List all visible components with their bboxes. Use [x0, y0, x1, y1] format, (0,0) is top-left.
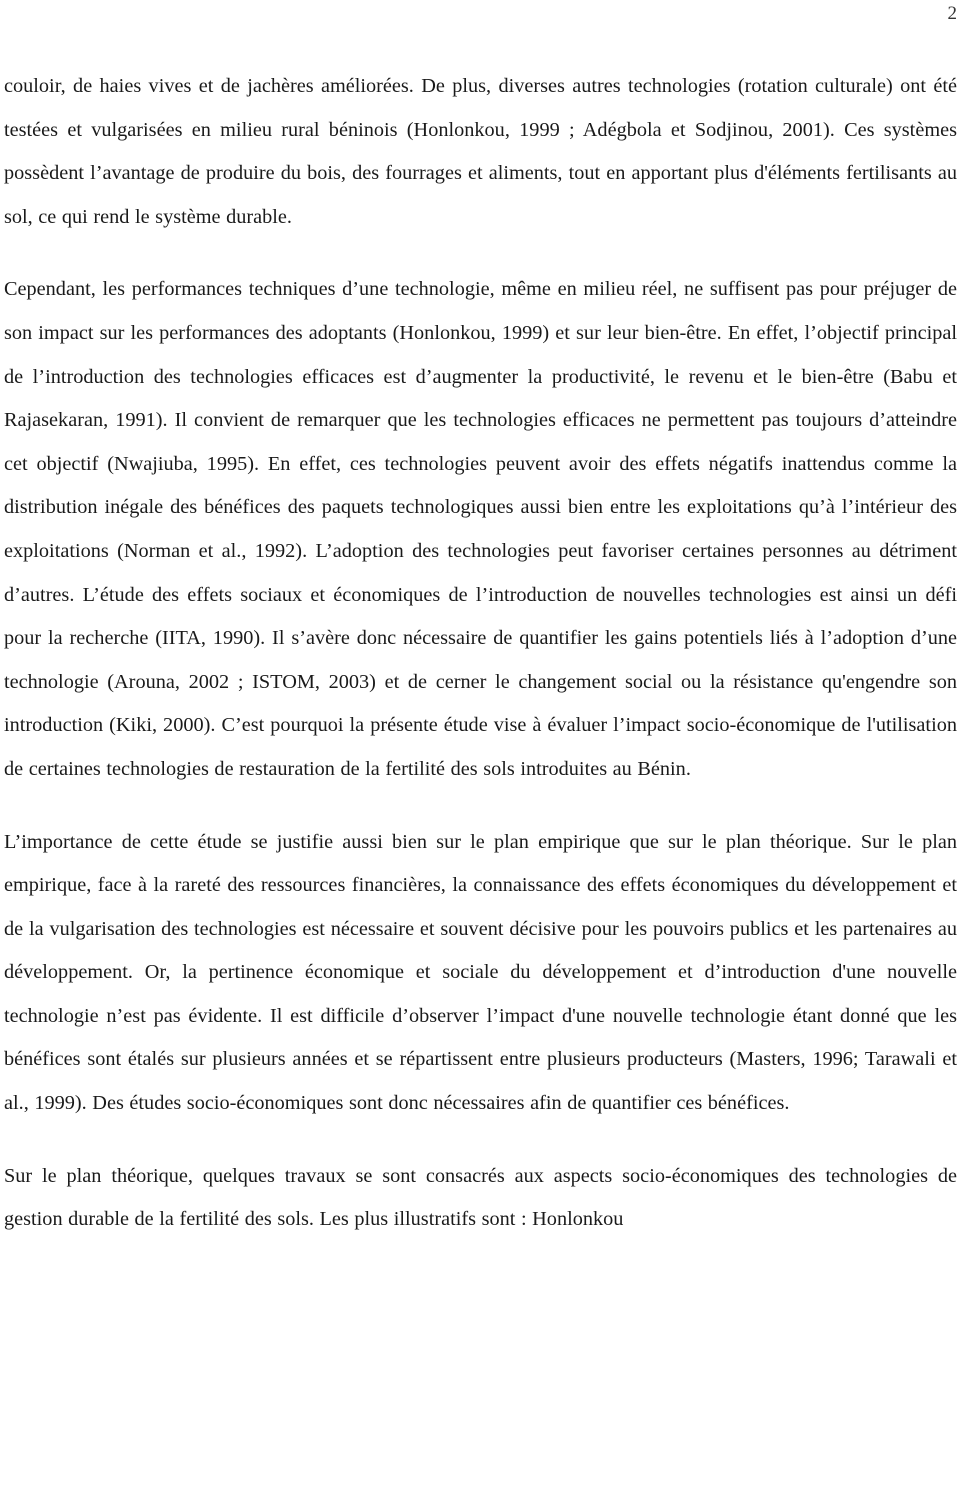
- document-body: [4, 65, 957, 1271]
- paragraph-impact-rationale: Cependant, les performances techniques d’une technologie, même en milieu réel, ne suffisent pas pour préjuger de son impact sur les performances des adoptants (Honlonkou, 1999) et sur leur bien-être. En effet, l’objectif principal de l’introduction des technologies efficaces est d’augmenter la productivité, le revenu et le bien-être (Babu et Rajasekaran, 1991). Il convient de remarquer que les technologies efficaces ne permettent pas toujours d’atteindre cet objectif (Nwajiuba, 1995). En effet, ces technologies peuvent avoir des effets négatifs inattendus comme la distribution inégale des bénéfices des paquets technologiques aussi bien entre les exploitations qu’à l’intérieur des exploitations (Norman et al., 1992). L’adoption des technologies peut favoriser certaines personnes au détriment d’autres. L’étude des effets sociaux et économiques de l’introduction de nouvelles technologies est ainsi un défi pour la recherche (IITA, 1990). Il s’avère donc nécessaire de quantifier les gains potentiels liés à l’adoption d’une technologie (Arouna, 2002 ; ISTOM, 2003) et de cerner le changement social ou la résistance qu'engendre son introduction (Kiki, 2000). C’est pourquoi la présente étude vise à évaluer l’impact socio-économique de l'utilisation de certaines technologies de restauration de la fertilité des sols introduites au Bénin.: [4, 278, 957, 780]
- page-number: 2: [947, 3, 957, 24]
- paragraph-continuation: couloir, de haies vives et de jachères améliorées. De plus, diverses autres technologies (rotation culturale) ont été testées et vulgarisées en milieu rural béninois (Honlonkou, 1999 ; Adégbola et Sodjinou, 2001). Ces systèmes possèdent l’avantage de produire du bois, des fourrages et aliments, tout en apportant plus d'éléments fertilisants au sol, ce qui rend le système durable.: [4, 75, 957, 228]
- paragraph-theoretical-plan: Sur le plan théorique, quelques travaux se sont consacrés aux aspects socio-économiques des technologies de gestion durable de la fertilité des sols. Les plus illustratifs sont : Honlonkou: [4, 1164, 957, 1231]
- paragraph-study-importance: L’importance de cette étude se justifie aussi bien sur le plan empirique que sur le plan théorique. Sur le plan empirique, face à la rareté des ressources financières, la connaissance des effets économiques du développement et de la vulgarisation des technologies est nécessaire et souvent décisive pour les pouvoirs publics et les partenaires au développement. Or, la pertinence économique et sociale du développement et d’introduction d'une nouvelle technologie n’est pas évidente. Il est difficile d’observer l’impact d'une nouvelle technologie étant donné que les bénéfices sont étalés sur plusieurs années et se répartissent entre plusieurs producteurs (Masters, 1996; Tarawali et al., 1999). Des études socio-économiques sont donc nécessaires afin de quantifier ces bénéfices.: [4, 830, 957, 1115]
